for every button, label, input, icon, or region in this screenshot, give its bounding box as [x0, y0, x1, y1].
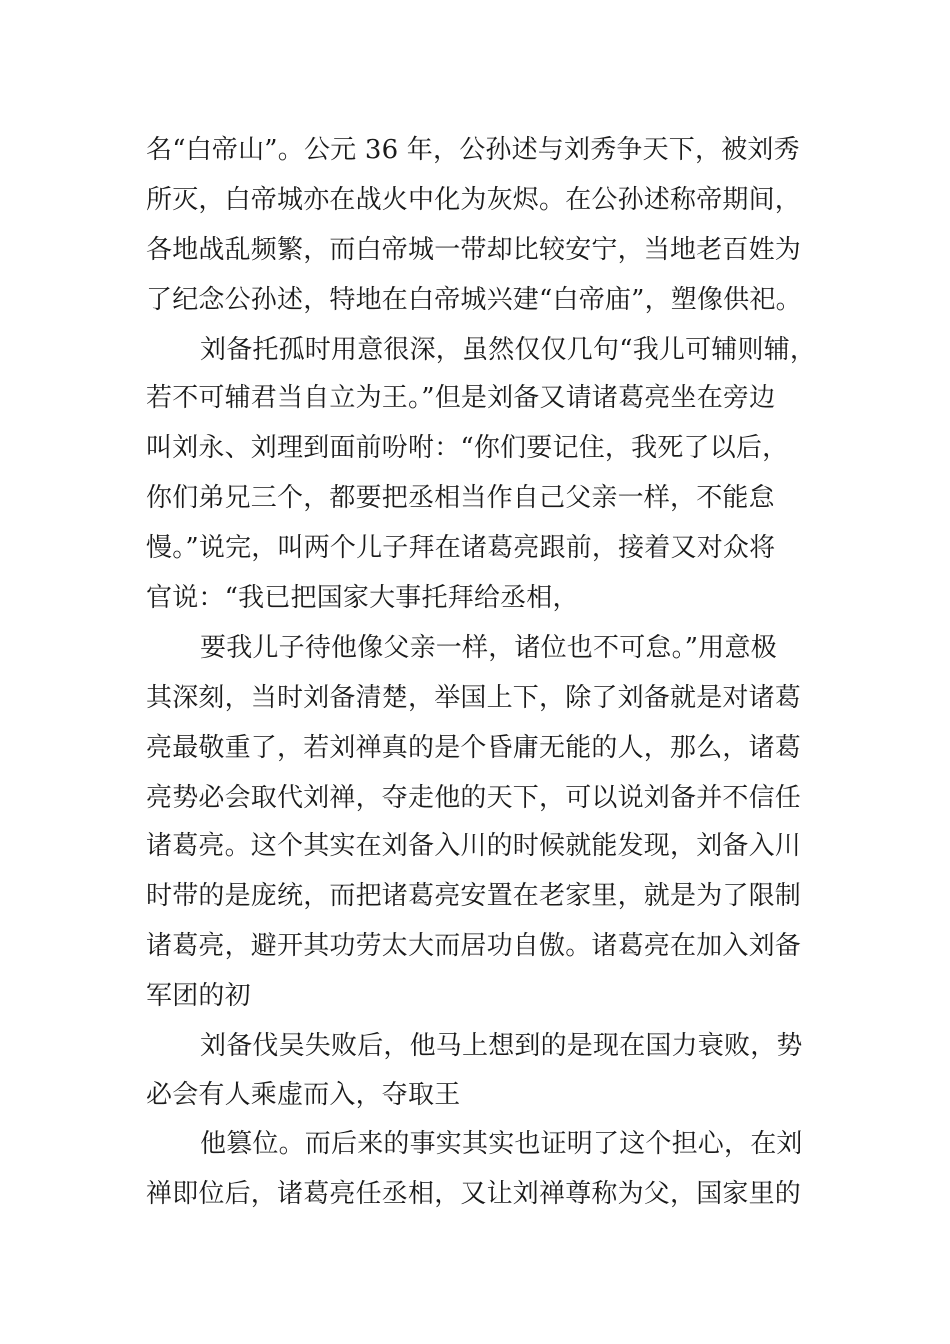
- text-line-21: 他篡位。而后来的事实其实也证明了这个担心，在刘: [200, 1129, 803, 1159]
- text-line-2: 所灭，白帝城亦在战火中化为灰烬。在公孙述称帝期间，: [146, 185, 802, 215]
- text-line-16: 时带的是庞统，而把诸葛亮安置在老家里，就是为了限制: [146, 881, 802, 911]
- text-line-15: 诸葛亮。这个其实在刘备入川的时候就能发现，刘备入川: [146, 831, 802, 861]
- text-line-3: 各地战乱频繁，而白帝城一带却比较安宁，当地老百姓为: [146, 235, 802, 265]
- text-line-13: 亮最敬重了，若刘禅真的是个昏庸无能的人，那么，诸葛: [146, 733, 802, 763]
- text-line-6: 若不可辅君当自立为王。”但是刘备又请诸葛亮坐在旁边: [146, 383, 776, 413]
- text-line-5: 刘备托孤时用意很深，虽然仅仅几句“我儿可辅则辅，: [200, 335, 817, 365]
- text-line-11: 要我儿子待他像父亲一样，诸位也不可怠。”用意极: [200, 633, 777, 663]
- text-line-22: 禅即位后，诸葛亮任丞相，又让刘禅尊称为父，国家里的: [146, 1179, 802, 1209]
- text-line-1: 名“白帝山”。公元 36 年，公孙述与刘秀争天下，被刘秀: [146, 135, 800, 165]
- text-line-18: 军团的初: [146, 981, 251, 1011]
- text-line-9: 慢。”说完，叫两个儿子拜在诸葛亮跟前，接着又对众将: [146, 533, 776, 563]
- text-line-17: 诸葛亮，避开其功劳太大而居功自傲。诸葛亮在加入刘备: [146, 931, 802, 961]
- text-line-20: 必会有人乘虚而入，夺取王: [146, 1080, 461, 1110]
- text-line-8: 你们弟兄三个，都要把丞相当作自己父亲一样，不能怠: [146, 483, 775, 513]
- text-line-14: 亮势必会取代刘禅，夺走他的天下，可以说刘备并不信任: [146, 783, 802, 813]
- text-line-12: 其深刻，当时刘备清楚，举国上下，除了刘备就是对诸葛: [146, 683, 802, 713]
- text-line-7: 叫刘永、刘理到面前吩咐：“你们要记住，我死了以后，: [146, 433, 789, 463]
- text-line-4: 了纪念公孙述，特地在白帝城兴建“白帝庙”，塑像供祀。: [146, 285, 802, 315]
- text-line-19: 刘备伐吴失败后，他马上想到的是现在国力衰败，势: [200, 1031, 803, 1061]
- text-line-10: 官说：“我已把国家大事托拜给丞相，: [146, 583, 579, 613]
